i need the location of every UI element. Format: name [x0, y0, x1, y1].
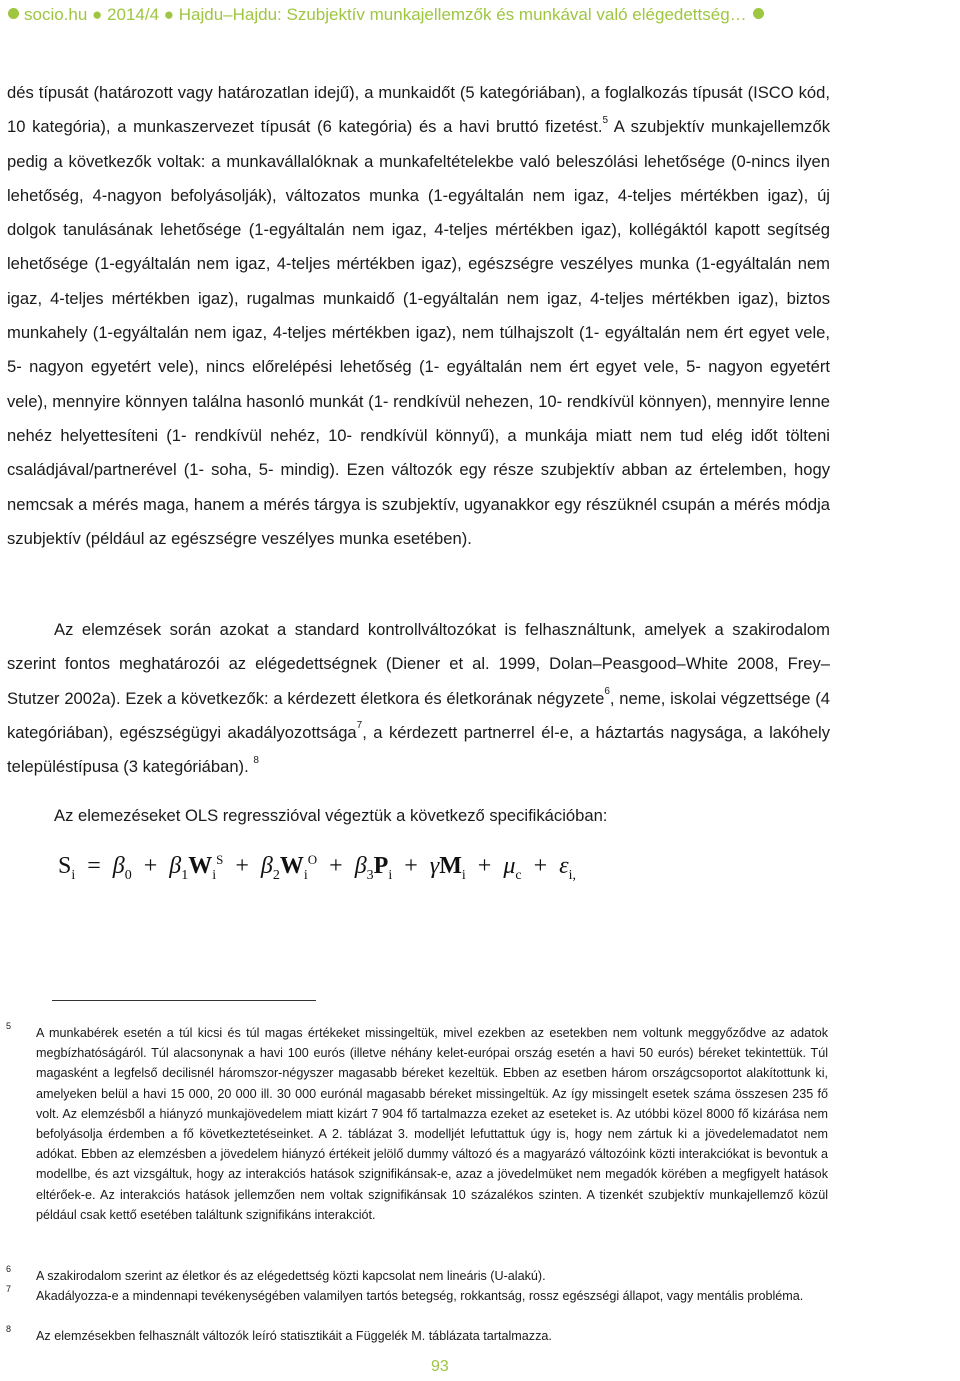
paragraph-3 [7, 799, 830, 833]
footnote-ref-5[interactable]: 5 [602, 114, 608, 126]
paragraph-2-part-a: Az elemzések során azokat a standard kontrollváltozókat is felhasználtunk, amelyek a szakirodalom szerint fontos meghatározói az elégedettségnek (Diener et al. 1999, Dolan–Peasgood–White 2008, Frey–Stutzer 2002a). Ezek a következők: a kérdezett életkora és életkorának négyzete [7, 620, 830, 708]
bullet-icon [8, 8, 19, 19]
footnote-ref-6[interactable]: 6 [604, 686, 610, 698]
paragraph-1-part-b: A szubjektív munkajellemzők pedig a következők voltak: a munkavállalóknak a munkafeltételekbe való beleszólási lehetősége (0-nincs ilyen lehetőség, 4-nagyon befolyásolják), változatos munka (1-egyáltalán nem igaz, 4-teljes mértékben igaz), új dolgok tanulásának lehetősége (1-egyáltalán nem igaz, 4-teljes mértékben igaz), kollégáktól kapott segítség lehetősége (1-egyáltalán nem igaz, 4-teljes mértékben igaz), egészségre veszélyes munka (1-egyáltalán nem igaz, 4-teljes mértékben igaz), rugalmas munkaidő (1-egyáltalán nem igaz, 4-teljes mértékben igaz), biztos munkahely (1-egyáltalán nem igaz, 4-teljes mértékben igaz), nem túlhajszolt (1- egyáltalán nem ért egyet vele, 5- nagyon egyetért vele), nincs előrelépési lehetőség (1- egyáltalán nem ért egyet vele, 5- nagyon egyetért vele), mennyire könnyen találna hasonló munkát (1- rendkívül nehezen, 10- rendkívül könnyen), mennyire lenne nehéz helyettesíteni (1- rendkívül nehéz, 10- rendkívül könnyű), a munkája miatt nem tud elég időt tölteni családjával/partnerével (1- soha, 5- mindig). Ezen változók egy része szubjektív abban az értelemben, hogy nemcsak a mérés maga, hanem a mérés tárgya is szubjektív, ugyanakkor egy részüknél csupán a mérés módja szubjektív (például az egészségre veszélyes munka esetében). [7, 117, 830, 548]
running-header-text: socio.hu ● 2014/4 ● Hajdu–Hajdu: Szubjektív munkajellemzők és munkával való elégedettség… [24, 5, 747, 24]
footnote-7 [6, 1286, 828, 1306]
footnote-ref-7[interactable]: 7 [356, 720, 363, 732]
footnote-8 [6, 1326, 828, 1346]
footnote-text: Az elemzésekben felhasznált változók leíró statisztikáit a Függelék M. táblázata tartalmazza. [36, 1329, 552, 1343]
footnote-separator [52, 1000, 316, 1001]
footnote-6 [6, 1266, 828, 1286]
paragraph-1 [7, 76, 830, 556]
bullet-icon [753, 8, 764, 19]
paragraph-2-part-b: , neme, iskolai végzettsége (4 kategóriában), egészségügyi akadályozottsága [7, 688, 830, 742]
paragraph-3-text: Az elemezéseket OLS regresszióval végeztük a következő specifikációban: [54, 806, 608, 825]
footnote-5 [6, 1023, 828, 1225]
footnote-ref-8[interactable]: 8 [253, 754, 259, 766]
footnote-mark: 8 [6, 1324, 12, 1334]
paragraph-2 [7, 613, 830, 784]
running-header [8, 5, 764, 25]
footnote-mark: 5 [6, 1021, 12, 1031]
footnote-text: Akadályozza-e a mindennapi tevékenységében valamilyen tartós betegség, rokkantság, rossz egészségi állapot, vagy mentális probléma. [36, 1289, 804, 1303]
regression-formula: $S_i = \beta_0 + \beta_1W_i^S + \beta_2W_i^O + \beta_3P_i + \gamma M_i + \mu_c + \varepsilon_{i,}$ [58, 852, 576, 883]
paragraph-1-part-a: dés típusát (határozott vagy határozatlan idejű), a munkaidőt (5 kategóriában), a foglalkozás típusát (ISCO kód, 10 kategória), a munkaszervezet típusát (6 kategória) és a havi bruttó fizetést. [7, 83, 830, 137]
paragraph-2-part-c: , a kérdezett partnerrel él-e, a háztartás nagysága, a lakóhely településtípusa (3 kategóriában). [7, 722, 830, 777]
footnote-mark: 6 [6, 1264, 12, 1274]
footnote-text: A szakirodalom szerint az életkor és az elégedettség közti kapcsolat nem lineáris (U-alakú). [36, 1269, 546, 1283]
page-number: 93 [431, 1358, 449, 1375]
footnote-text: A munkabérek esetén a túl kicsi és túl magas értékeket missingeltük, mivel ezekben az esetekben nem voltunk meggyőződve az adatok megbízhatóságáról. Túl alacsonynak a havi 100 eurós (illetve néhány kelet-európai ország esetén a havi 50 eurós) béreket tekintettük. Túl magasként a legfelső decilisnél háromszor-négyszer magasabb béreket kezeltük. Ebben az esetben három országcsoportot alakítottunk ki, amelyeken belül a havi 15 000, 20 000 ill. 30 000 eurónál magasabb béreket missingeltük. Az így missingelt esetek száma összesen 235 fő volt. Az elemzésből a hiányzó munkajövedelem miatt kizárt 7 904 fő tartalmazza ezeket az eseteket is. Az utóbbi közel 8000 fő kizárása nem befolyásolja érdemben a fő következtetéseinket. A 2. táblázat 3. modelljét lefuttattuk úgy is, hogy nem zártuk ki a jövedelemadatot nem adókat. Ebben az elemzésben a jövedelem hiányzó értékeit jelölő dummy változó és a magyarázó változóink közti interakciókat is bevontuk a modellbe, és azt vizsgáltuk, hogy az interakciós hatások szignifikánsak-e, azaz a jövedelmüket nem megadók körében a megfigyelt hatások eltérőek-e. Az interakciós hatások jellemzően nem voltak szignifikánsak 10 százalékos szinten. A tizenkét szubjektív munkajellemző közül például csak kettő esetében találtunk szignifikáns interakciót. [36, 1026, 828, 1222]
footnote-mark: 7 [6, 1284, 12, 1294]
